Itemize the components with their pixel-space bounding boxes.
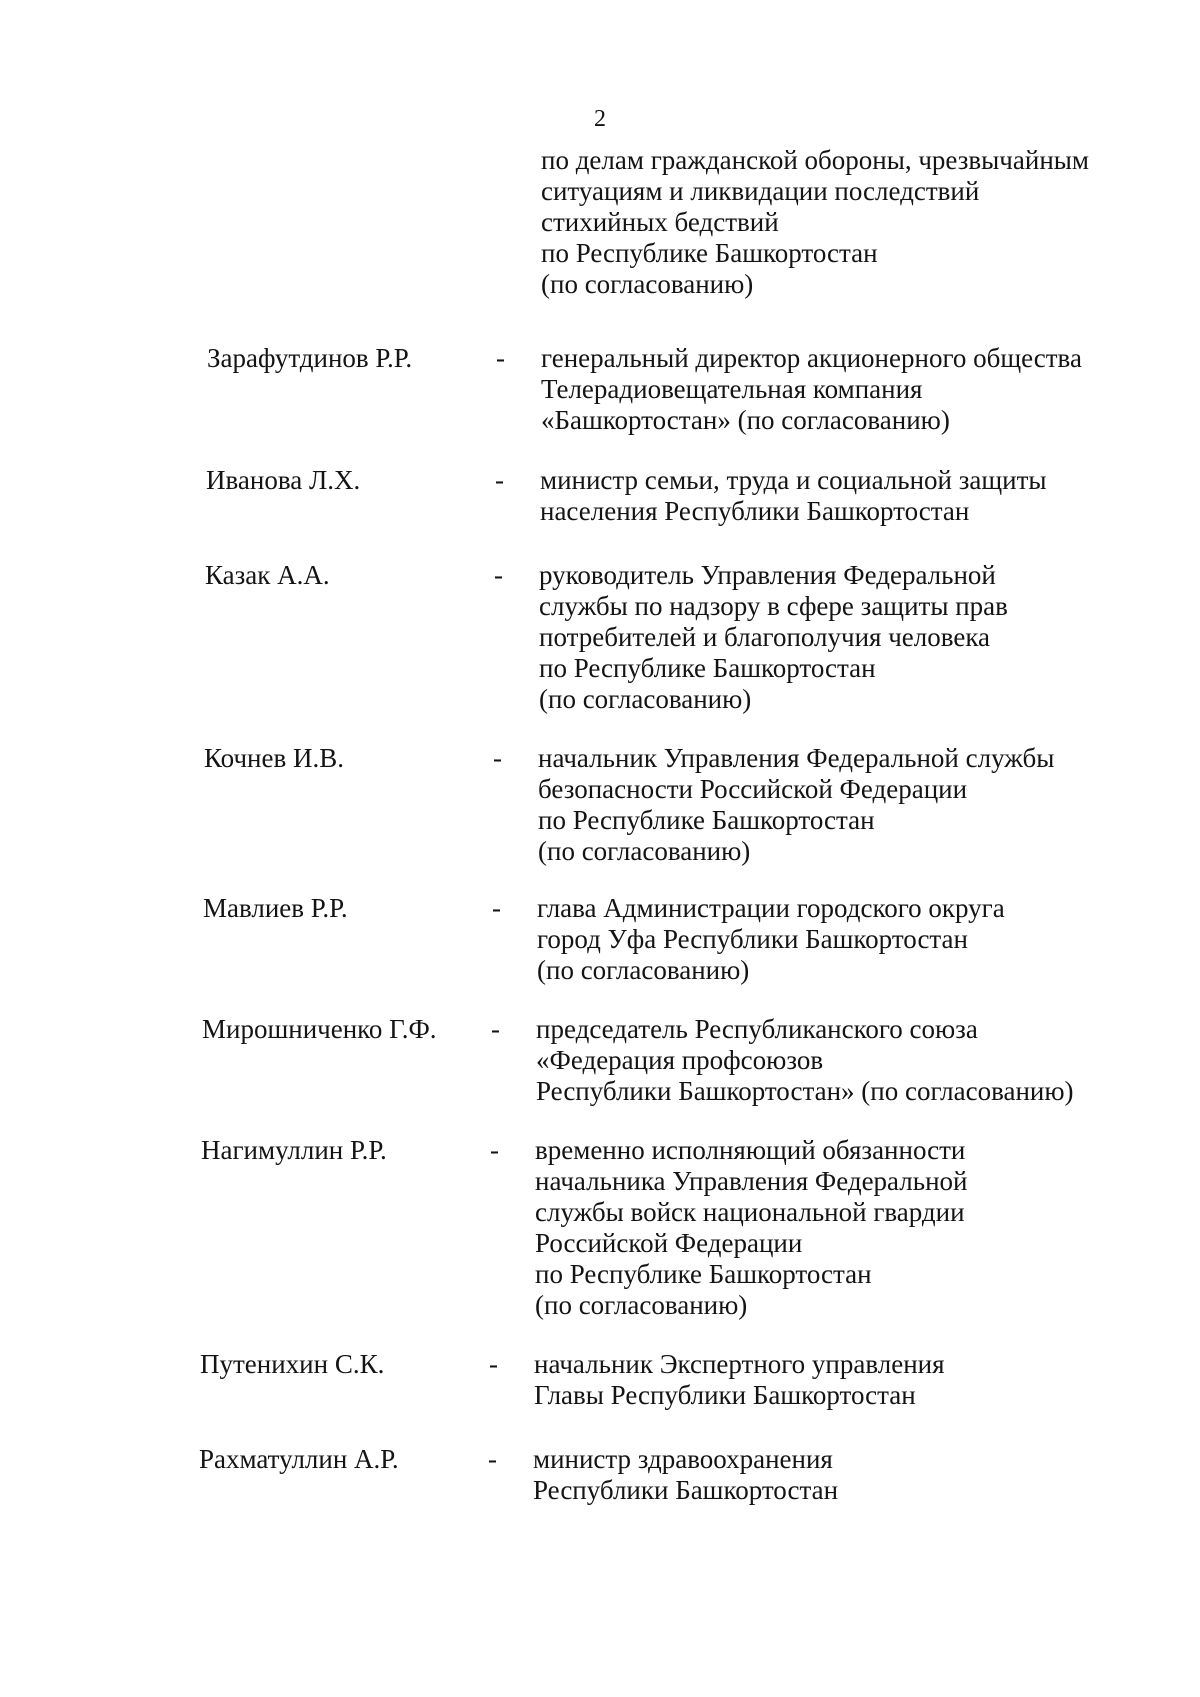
dash-separator: - xyxy=(493,743,502,773)
page-number: 2 xyxy=(594,106,606,132)
text-line: министр здравоохранения xyxy=(533,1444,833,1474)
text-line: стихийных бедствий xyxy=(541,207,779,237)
dash-separator: - xyxy=(489,1349,498,1379)
member-name: Мирошниченко Г.Ф. xyxy=(202,1014,437,1044)
member-name: Мавлиев Р.Р. xyxy=(203,893,348,923)
text-line: по Республике Башкортостан xyxy=(535,1259,872,1289)
text-line: (по согласованию) xyxy=(537,955,750,985)
member-name: Иванова Л.Х. xyxy=(206,465,361,495)
text-line: населения Республики Башкортостан xyxy=(540,496,970,526)
text-line: город Уфа Республики Башкортостан xyxy=(537,924,968,954)
continuation-text xyxy=(541,145,1089,300)
member-name: Казак А.А. xyxy=(205,560,330,590)
text-line: потребителей и благополучия человека xyxy=(539,622,991,652)
text-line: генеральный директор акционерного общества xyxy=(541,343,1082,373)
text-line: ситуациям и ликвидации последствий xyxy=(541,176,980,206)
text-line: Телерадиовещательная компания xyxy=(541,374,923,404)
text-line: председатель Республиканского союза xyxy=(536,1014,978,1044)
dash-separator: - xyxy=(490,1135,499,1165)
text-line: руководитель Управления Федеральной xyxy=(539,560,996,590)
text-line: по делам гражданской обороны, чрезвычайным xyxy=(541,145,1089,175)
text-line: Главы Республики Башкортостан xyxy=(534,1380,916,1410)
member-position xyxy=(534,1349,945,1411)
dash-separator: - xyxy=(495,465,504,495)
text-line: безопасности Российской Федерации xyxy=(538,774,968,804)
text-line: Республики Башкортостан xyxy=(533,1475,839,1505)
text-line: Республики Башкортостан» (по согласованию) xyxy=(536,1076,1074,1106)
member-position xyxy=(538,743,1054,867)
member-position xyxy=(536,1014,1074,1107)
text-line: «Федерация профсоюзов xyxy=(536,1045,824,1075)
member-name: Кочнев И.В. xyxy=(204,743,344,773)
text-line: (по согласованию) xyxy=(539,684,752,714)
text-line: Российской Федерации xyxy=(535,1228,803,1258)
text-line: по Республике Башкортостан xyxy=(541,238,878,268)
text-line: начальника Управления Федеральной xyxy=(535,1166,968,1196)
text-line: временно исполняющий обязанности xyxy=(535,1135,966,1165)
member-position xyxy=(539,560,1008,715)
member-position xyxy=(533,1444,838,1506)
member-position xyxy=(541,343,1082,436)
member-name: Путенихин С.К. xyxy=(200,1349,385,1379)
text-line: (по согласованию) xyxy=(538,836,751,866)
text-line: службы войск национальной гвардии xyxy=(535,1197,965,1227)
dash-separator: - xyxy=(496,343,505,373)
text-line: (по согласованию) xyxy=(541,269,754,299)
text-line: по Республике Башкортостан xyxy=(539,653,876,683)
member-name: Зарафутдинов Р.Р. xyxy=(207,343,413,373)
text-line: «Башкортостан» (по согласованию) xyxy=(541,405,950,435)
dash-separator: - xyxy=(494,560,503,590)
member-name: Нагимуллин Р.Р. xyxy=(201,1135,387,1165)
member-position xyxy=(540,465,1047,527)
dash-separator: - xyxy=(491,1014,500,1044)
text-line: начальник Экспертного управления xyxy=(534,1349,945,1379)
member-name: Рахматуллин А.Р. xyxy=(199,1444,399,1474)
text-line: по Республике Башкортостан xyxy=(538,805,875,835)
text-line: начальник Управления Федеральной службы xyxy=(538,743,1055,773)
text-line: министр семьи, труда и социальной защиты xyxy=(540,465,1047,495)
member-position xyxy=(537,893,1005,986)
text-line: глава Администрации городского округа xyxy=(537,893,1005,923)
dash-separator: - xyxy=(488,1444,497,1474)
text-line: (по согласованию) xyxy=(535,1290,748,1320)
member-position xyxy=(535,1135,967,1321)
dash-separator: - xyxy=(492,893,501,923)
text-line: службы по надзору в сфере защиты прав xyxy=(539,591,1008,621)
